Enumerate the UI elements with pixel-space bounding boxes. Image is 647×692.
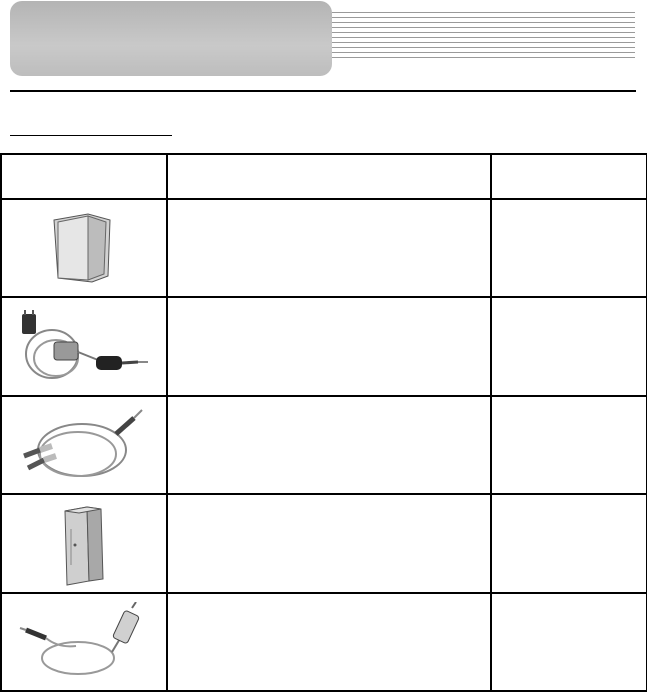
column-header-qty	[491, 154, 647, 199]
row-item-qty	[491, 494, 647, 592]
row-item-name	[167, 396, 491, 494]
row-item-name	[167, 199, 491, 297]
table-row	[1, 396, 647, 494]
row-item-qty	[491, 396, 647, 494]
power-cable-icon	[16, 308, 152, 386]
header-lines	[332, 12, 635, 64]
row-image	[1, 297, 167, 395]
row-item-qty	[491, 297, 647, 395]
table-row	[1, 297, 647, 395]
section-underline	[10, 135, 172, 136]
row-image	[1, 199, 167, 297]
header-rule	[10, 90, 636, 92]
column-header-image	[1, 154, 167, 199]
table-row	[1, 593, 647, 691]
stand-icon	[49, 499, 119, 587]
table-row	[1, 199, 647, 297]
row-item-qty	[491, 199, 647, 297]
accessories-table	[0, 153, 647, 692]
row-image	[1, 593, 167, 691]
row-item-name	[167, 593, 491, 691]
row-item-name	[167, 494, 491, 592]
header-tab	[10, 1, 332, 76]
row-item-name	[167, 297, 491, 395]
row-item-qty	[491, 593, 647, 691]
table-header-row	[1, 154, 647, 199]
table-row	[1, 494, 647, 592]
car-adapter-icon	[16, 602, 152, 682]
row-image	[1, 396, 167, 494]
booklet-icon	[44, 208, 124, 288]
av-cable-icon	[16, 404, 152, 486]
column-header-item	[167, 154, 491, 199]
row-image	[1, 494, 167, 592]
